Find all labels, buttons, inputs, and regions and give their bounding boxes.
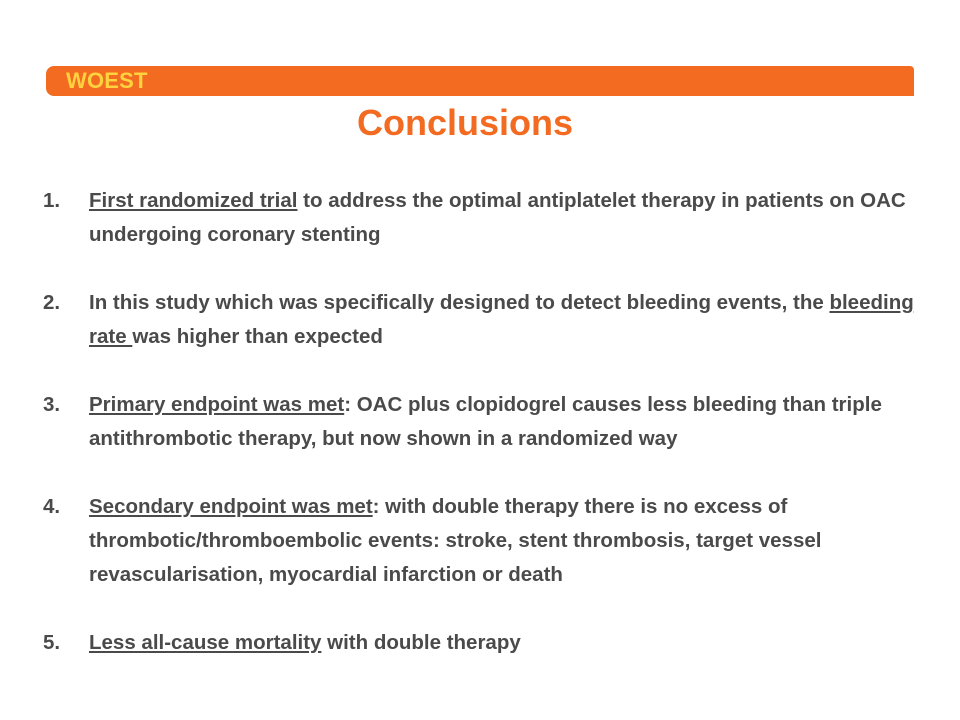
item-text: : with double therapy there is no excess of thrombotic/thromboembolic events: stroke, stent thrombosis, target vessel revascularisation, myocardial infarction or death (89, 495, 822, 586)
item-number: 3. (43, 393, 61, 416)
item-number: 2. (43, 291, 61, 314)
item-highlight: First randomized trial (89, 189, 298, 212)
item-number: 5. (43, 631, 61, 654)
conclusion-item-2 (43, 286, 929, 354)
item-text: with double therapy (321, 631, 521, 654)
item-highlight: Secondary endpoint was met (89, 495, 373, 518)
item-number: 4. (43, 495, 61, 518)
header-banner (46, 66, 914, 96)
conclusion-item-3 (43, 388, 889, 456)
banner-label: WOEST (66, 68, 148, 93)
item-number: 1. (43, 189, 61, 212)
item-highlight: bleeding rate (89, 291, 914, 348)
conclusion-item-1 (43, 184, 929, 252)
item-lead-text: In this study which was specifically designed to detect bleeding events, the (89, 291, 830, 314)
slide-title: Conclusions (356, 102, 574, 143)
conclusions-list (43, 184, 923, 694)
conclusion-item-5 (43, 626, 929, 660)
item-text: : OAC plus clopidogrel causes less bleeding than triple antithrombotic therapy, but now shown in a randomized way (89, 393, 882, 450)
item-text: to address the optimal antiplatelet therapy in patients on OAC undergoing coronary stenting (89, 189, 906, 246)
item-highlight: Less all-cause mortality (89, 631, 322, 654)
conclusion-item-4 (43, 490, 929, 592)
item-highlight: Primary endpoint was met (89, 393, 345, 416)
item-text: was higher than expected (132, 325, 383, 348)
